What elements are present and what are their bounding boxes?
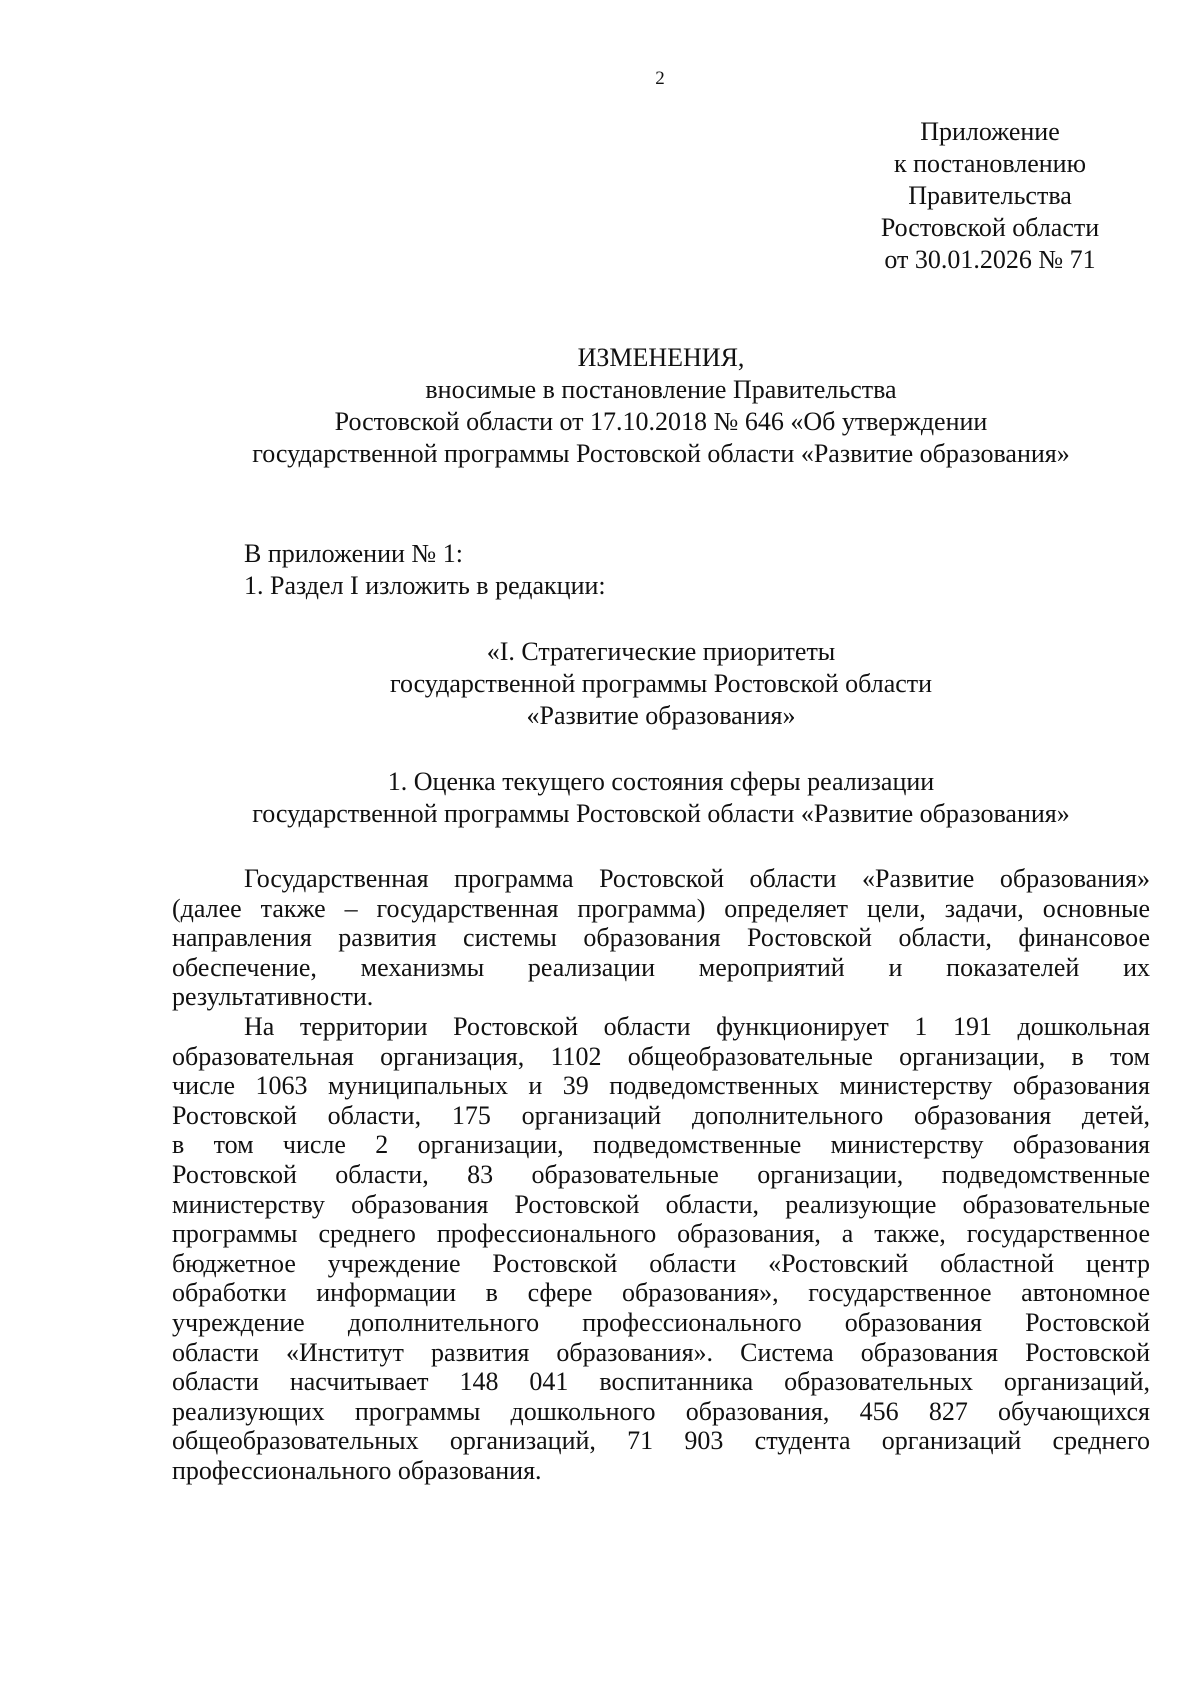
paragraph-line: общеобразовательных организаций, 71 903 студента организаций среднего: [172, 1426, 1150, 1456]
intro-line: 1. Раздел I изложить в редакции:: [244, 571, 606, 600]
body-text: [172, 864, 1150, 1485]
paragraph-line: профессионального образования.: [172, 1455, 542, 1485]
paragraph-line: На территории Ростовской области функционирует 1 191 дошкольная: [244, 1011, 1150, 1041]
section-heading-line: государственной программы Ростовской области: [389, 669, 933, 698]
paragraph-line: Ростовской области, 175 организаций дополнительного образования детей,: [172, 1100, 1150, 1130]
paragraph-line: Государственная программа Ростовской области «Развитие образования»: [244, 864, 1150, 893]
appendix-line: к постановлению: [893, 149, 1087, 178]
intro-line: В приложении № 1:: [244, 539, 463, 568]
paragraph-line: в том числе 2 организации, подведомственные министерству образования: [172, 1130, 1150, 1160]
section-heading: [172, 636, 1150, 732]
title-line: Ростовской области от 17.10.2018 № 646 «Об утверждении: [334, 407, 988, 436]
paragraph-1: [172, 864, 1150, 1012]
appendix-line: Приложение: [920, 117, 1060, 146]
subsection-heading: [172, 766, 1150, 830]
paragraph-line: обработки информации в сфере образования», государственное автономное: [172, 1278, 1150, 1308]
paragraph-line: области «Институт развития образования». Система образования Ростовской: [172, 1337, 1150, 1367]
paragraph-line: министерству образования Ростовской области, реализующие образовательные: [172, 1189, 1150, 1219]
subsection-heading-line: 1. Оценка текущего состояния сферы реализации: [387, 767, 935, 796]
title-line: вносимые в постановление Правительства: [425, 375, 897, 404]
appendix-line: Правительства: [908, 181, 1072, 210]
paragraph-line: бюджетное учреждение Ростовской области «Ростовский областной центр: [172, 1248, 1150, 1278]
document-title: [172, 342, 1150, 470]
paragraph-line: учреждение дополнительного профессионального образования Ростовской: [172, 1307, 1150, 1337]
paragraph-2: [172, 1012, 1150, 1486]
paragraph-line: образовательная организация, 1102 общеобразовательные организации, в том: [172, 1041, 1150, 1071]
paragraph-line: результативности.: [172, 982, 374, 1012]
intro-block: [244, 538, 606, 602]
paragraph-line: Ростовской области, 83 образовательные организации, подведомственные: [172, 1159, 1150, 1189]
paragraph-line: числе 1063 муниципальных и 39 подведомственных министерству образования: [172, 1071, 1150, 1101]
section-heading-line: «Развитие образования»: [526, 701, 796, 730]
appendix-block: [840, 116, 1140, 276]
page-number: 2: [655, 68, 665, 89]
appendix-line: Ростовской области: [880, 213, 1100, 242]
paragraph-line: обеспечение, механизмы реализации мероприятий и показателей их: [172, 952, 1150, 982]
paragraph-line: (далее также – государственная программа) определяет цели, задачи, основные: [172, 893, 1150, 923]
paragraph-line: области насчитывает 148 041 воспитанника образовательных организаций,: [172, 1367, 1150, 1397]
paragraph-line: программы среднего профессионального образования, а также, государственное: [172, 1219, 1150, 1249]
paragraph-line: реализующих программы дошкольного образования, 456 827 обучающихся: [172, 1396, 1150, 1426]
section-heading-line: «I. Стратегические приоритеты: [486, 637, 836, 666]
title-line: государственной программы Ростовской области «Развитие образования»: [252, 439, 1070, 468]
paragraph-line: направления развития системы образования Ростовской области, финансовое: [172, 923, 1150, 953]
title-heading: ИЗМЕНЕНИЯ,: [577, 343, 745, 372]
appendix-line: от 30.01.2026 № 71: [884, 245, 1096, 274]
subsection-heading-line: государственной программы Ростовской области «Развитие образования»: [252, 799, 1070, 828]
